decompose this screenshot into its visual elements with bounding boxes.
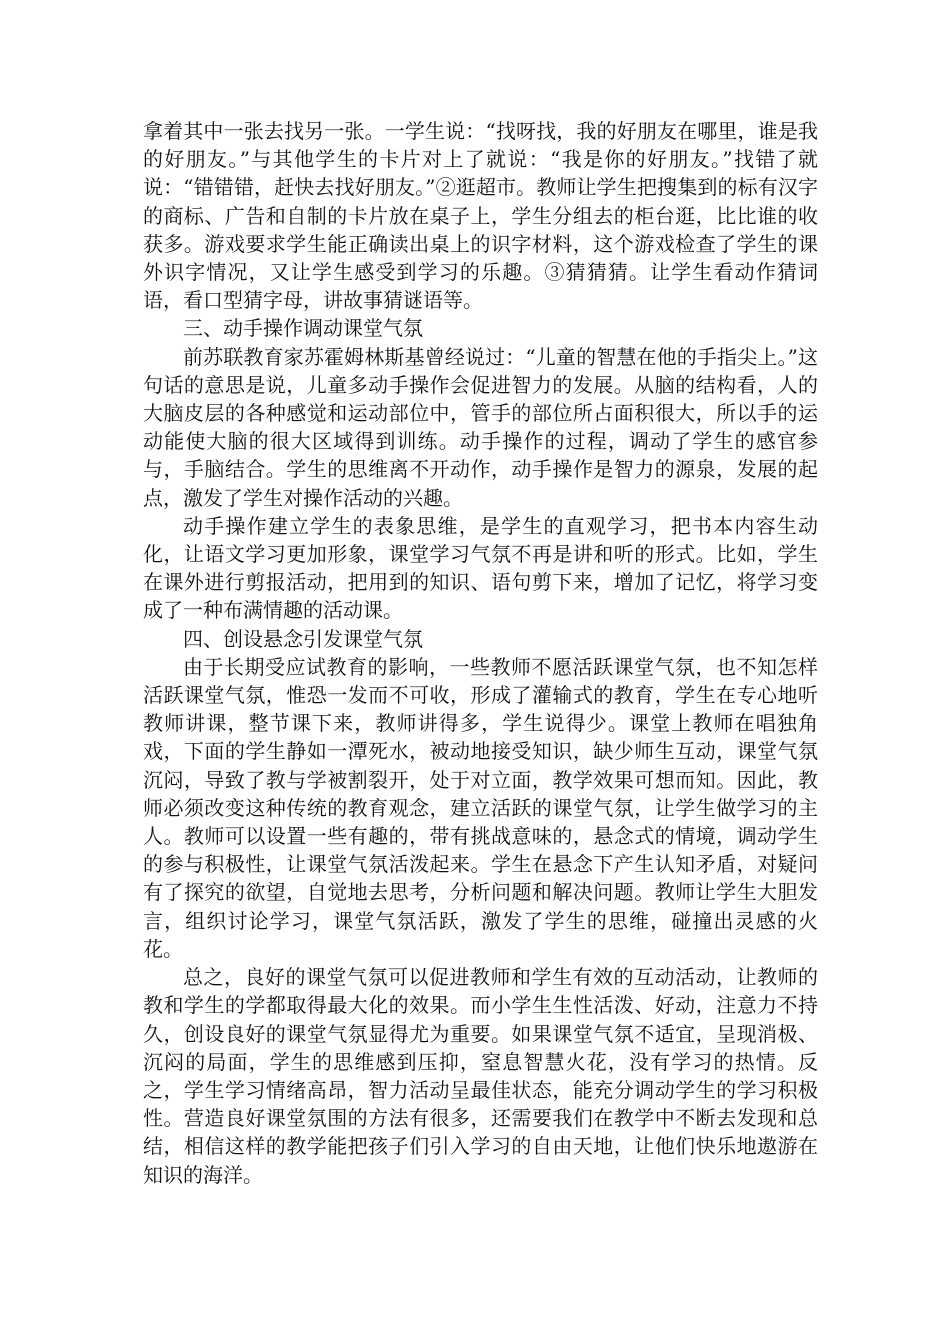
section-heading-3: 三、动手操作调动课堂气氛 xyxy=(183,316,423,341)
paragraph-hands-on-2: 动手操作建立学生的表象思维，是学生的直观学习，把书本内容生动化，让语文学习更加形象，课堂学习气氛不再是讲和听的形式。比如，学生在课外进行剪报活动，把用到的知识、语句剪下来，增加了记忆，将学习变成了一种布满情趣的活动课。 xyxy=(143,513,818,623)
paragraph-continuation: 拿着其中一张去找另一张。一学生说：“找呀找，我的好朋友在哪里，谁是我的好朋友。”与其他学生的卡片对上了就说：“我是你的好朋友。”找错了就说：“错错错，赶快去找好朋友。”②逛超市。教师让学生把搜集到的标有汉字的商标、广告和自制的卡片放在桌子上，学生分组去的柜台逛，比比谁的收获多。游戏要求学生能正确读出桌上的识字材料，这个游戏检查了学生的课外识字情况，又让学生感受到学习的乐趣。③猜猜猜。让学生看动作猜词语，看口型猜字母，讲故事猜谜语等。 xyxy=(143,119,818,313)
document-body xyxy=(143,117,818,1189)
paragraph-hands-on-1: 前苏联教育家苏霍姆林斯基曾经说过：“儿童的智慧在他的手指尖上。”这句话的意思是说，儿童多动手操作会促进智力的发展。从脑的结构看，人的大脑皮层的各种感觉和运动部位中，管手的部位所占面积很大，所以手的运动能使大脑的很大区域得到训练。动手操作的过程，调动了学生的感官参与，手脑结合。学生的思维离不开动作，动手操作是智力的源泉，发展的起点，激发了学生对操作活动的兴趣。 xyxy=(143,344,818,510)
paragraph-conclusion: 总之，良好的课堂气氛可以促进教师和学生有效的互动活动，让教师的教和学生的学都取得最大化的效果。而小学生生性活泼、好动，注意力不持久，创设良好的课堂气氛显得尤为重要。如果课堂气氛不适宜，呈现消极、沉闷的局面，学生的思维感到压抑，窒息智慧火花，没有学习的热情。反之，学生学习情绪高昂，智力活动呈最佳状态，能充分调动学生的学习积极性。营造良好课堂氛围的方法有很多，还需要我们在教学中不断去发现和总结，相信这样的教学能把孩子们引入学习的自由天地，让他们快乐地遨游在知识的海洋。 xyxy=(143,965,818,1187)
section-heading-4: 四、创设悬念引发课堂气氛 xyxy=(183,626,423,651)
paragraph-suspense: 由于长期受应试教育的影响，一些教师不愿活跃课堂气氛，也不知怎样活跃课堂气氛，惟恐一发而不可收，形成了灌输式的教育，学生在专心地听教师讲课，整节课下来，教师讲得多，学生说得少。课堂上教师在唱独角戏，下面的学生静如一潭死水，被动地接受知识，缺少师生互动，课堂气氛沉闷，导致了教与学被割裂开，处于对立面，教学效果可想而知。因此，教师必须改变这种传统的教育观念，建立活跃的课堂气氛，让学生做学习的主人。教师可以设置一些有趣的，带有挑战意味的，悬念式的情境，调动学生的参与积极性，让课堂气氛活泼起来。学生在悬念下产生认知矛盾，对疑问有了探究的欲望，自觉地去思考，分析问题和解决问题。教师让学生大胆发言，组织讨论学习，课堂气氛活跃，激发了学生的思维，碰撞出灵感的火花。 xyxy=(143,654,818,961)
